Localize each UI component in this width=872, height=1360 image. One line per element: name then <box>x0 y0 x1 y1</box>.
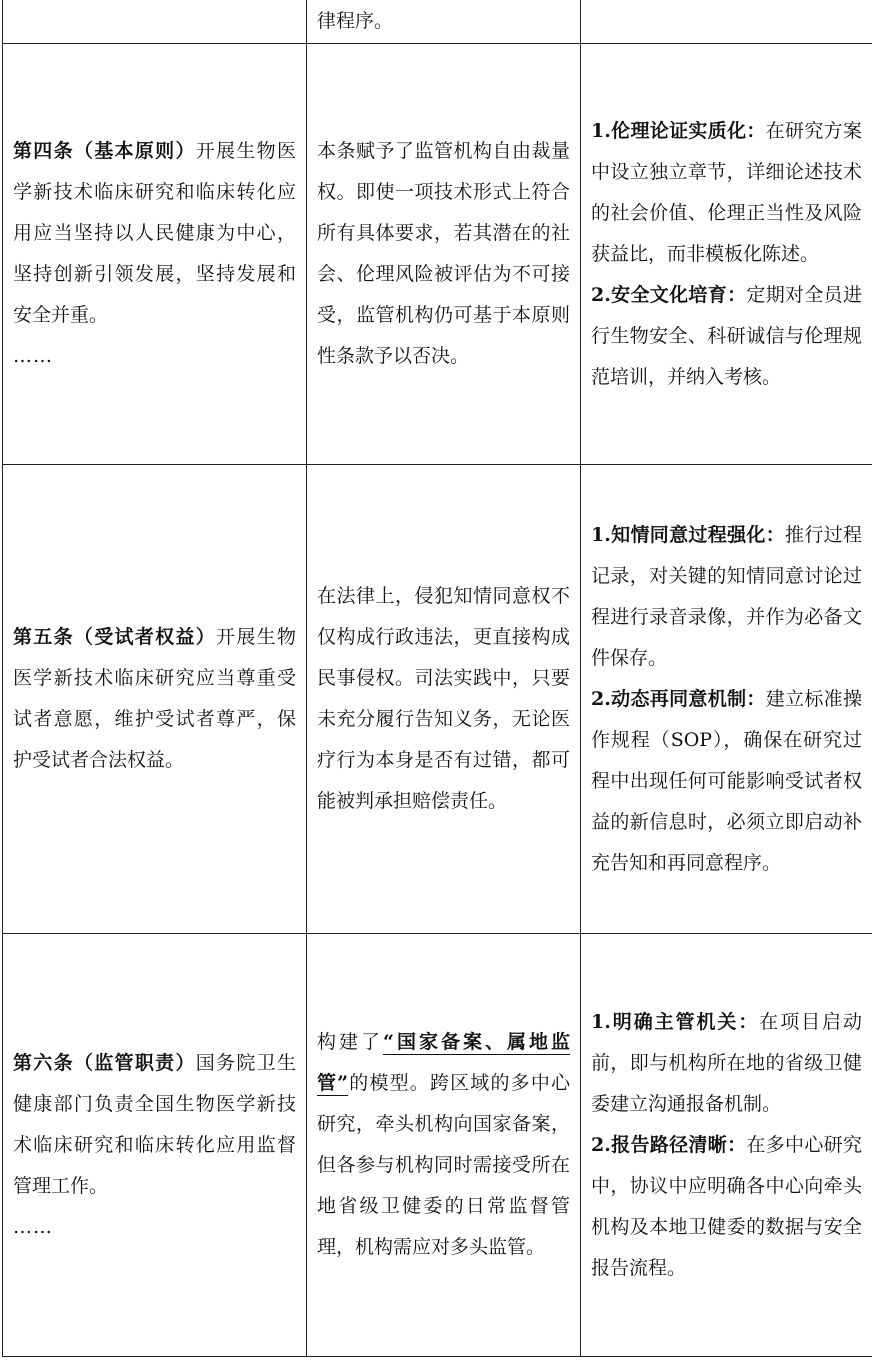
article-title: 第五条（受试者权益） <box>13 626 217 648</box>
analysis-cell <box>307 465 581 934</box>
analysis-text: 本条赋予了监管机构自由裁量权。即使一项技术形式上符合所有具体要求，若其潜在的社会、伦理风险被评估为不可接受，监管机构仍可基于本原则性条款予以否决。 <box>317 140 570 367</box>
article-text: 开展生物医学新技术临床研究应当尊重受试者意愿，维护受试者尊严，保护受试者合法权益。 <box>13 626 296 771</box>
article-cell <box>3 0 307 44</box>
recommendation-cell <box>581 934 872 1357</box>
analysis-text: 律程序。 <box>317 9 394 32</box>
recommendation-item <box>591 515 862 679</box>
table-row <box>3 934 872 1357</box>
ellipsis: …… <box>13 1215 53 1238</box>
article-text: 开展生物医学新技术临床研究和临床转化应用应当坚持以人民健康为中心，坚持创新引领发展，坚持发展和安全并重。 <box>13 140 296 326</box>
regulation-analysis-table <box>2 0 872 1357</box>
article-cell <box>3 934 307 1357</box>
recommendation-cell <box>581 0 872 44</box>
analysis-cell <box>307 0 581 44</box>
recommendation-text: 推行过程记录，对关键的知情同意讨论过程进行录音录像，并作为必备文件保存。 <box>591 523 862 669</box>
article-cell <box>3 44 307 465</box>
article-title: 第四条（基本原则） <box>13 140 196 162</box>
recommendation-item <box>591 1002 862 1125</box>
analysis-text-pre: 构建了 <box>317 1031 384 1053</box>
recommendation-item <box>591 1125 862 1289</box>
table-row <box>3 465 872 934</box>
article-cell <box>3 465 307 934</box>
recommendation-title: 1.知情同意过程强化： <box>591 523 786 546</box>
recommendation-text: 定期对全员进行生物安全、科研诚信与伦理规范培训，并纳入考核。 <box>591 283 862 388</box>
article-title: 第六条（监管职责） <box>13 1051 196 1074</box>
analysis-cell <box>307 44 581 465</box>
analysis-cell <box>307 934 581 1357</box>
recommendation-title: 1.明确主管机关： <box>591 1010 760 1033</box>
recommendation-title: 2.动态再同意机制： <box>591 687 766 710</box>
table-row <box>3 0 872 44</box>
table-row <box>3 44 872 465</box>
recommendation-cell <box>581 44 872 465</box>
recommendation-item <box>591 111 862 275</box>
recommendation-title: 1.伦理论证实质化： <box>591 119 766 142</box>
analysis-text-post: 的模型。跨区域的多中心研究，牵头机构向国家备案，但各参与机构同时需接受所在地省级卫健委的日常监督管理，机构需应对多头监管。 <box>317 1072 570 1258</box>
recommendation-text: 在研究方案中设立独立章节，详细论述技术的社会价值、伦理正当性及风险获益比，而非模板化陈述。 <box>591 119 862 265</box>
recommendation-text: 在多中心研究中，协议中应明确各中心向牵头机构及本地卫健委的数据与安全报告流程。 <box>591 1133 862 1279</box>
recommendation-item <box>591 275 862 398</box>
ellipsis: …… <box>13 345 53 367</box>
recommendation-text: 在项目启动前，即与机构所在地的省级卫健委建立沟通报备机制。 <box>591 1010 862 1115</box>
recommendation-title: 2.安全文化培育： <box>591 283 747 306</box>
recommendation-text: 建立标准操作规程（SOP），确保在研究过程中出现任何可能影响受试者权益的新信息时，必须立即启动补充告知和再同意程序。 <box>591 687 862 874</box>
analysis-text: 在法律上，侵犯知情同意权不仅构成行政违法，更直接构成民事侵权。司法实践中，只要未充分履行告知义务，无论医疗行为本身是否有过错，都可能被判承担赔偿责任。 <box>317 585 570 812</box>
recommendation-item <box>591 679 862 884</box>
article-text: 国务院卫生健康部门负责全国生物医学新技术临床研究和临床转化应用监督管理工作。 <box>13 1051 296 1197</box>
recommendation-cell <box>581 465 872 934</box>
recommendation-title: 2.报告路径清晰： <box>591 1133 747 1156</box>
model-name-underlined: “国家备案、属地监管” <box>317 1031 570 1094</box>
